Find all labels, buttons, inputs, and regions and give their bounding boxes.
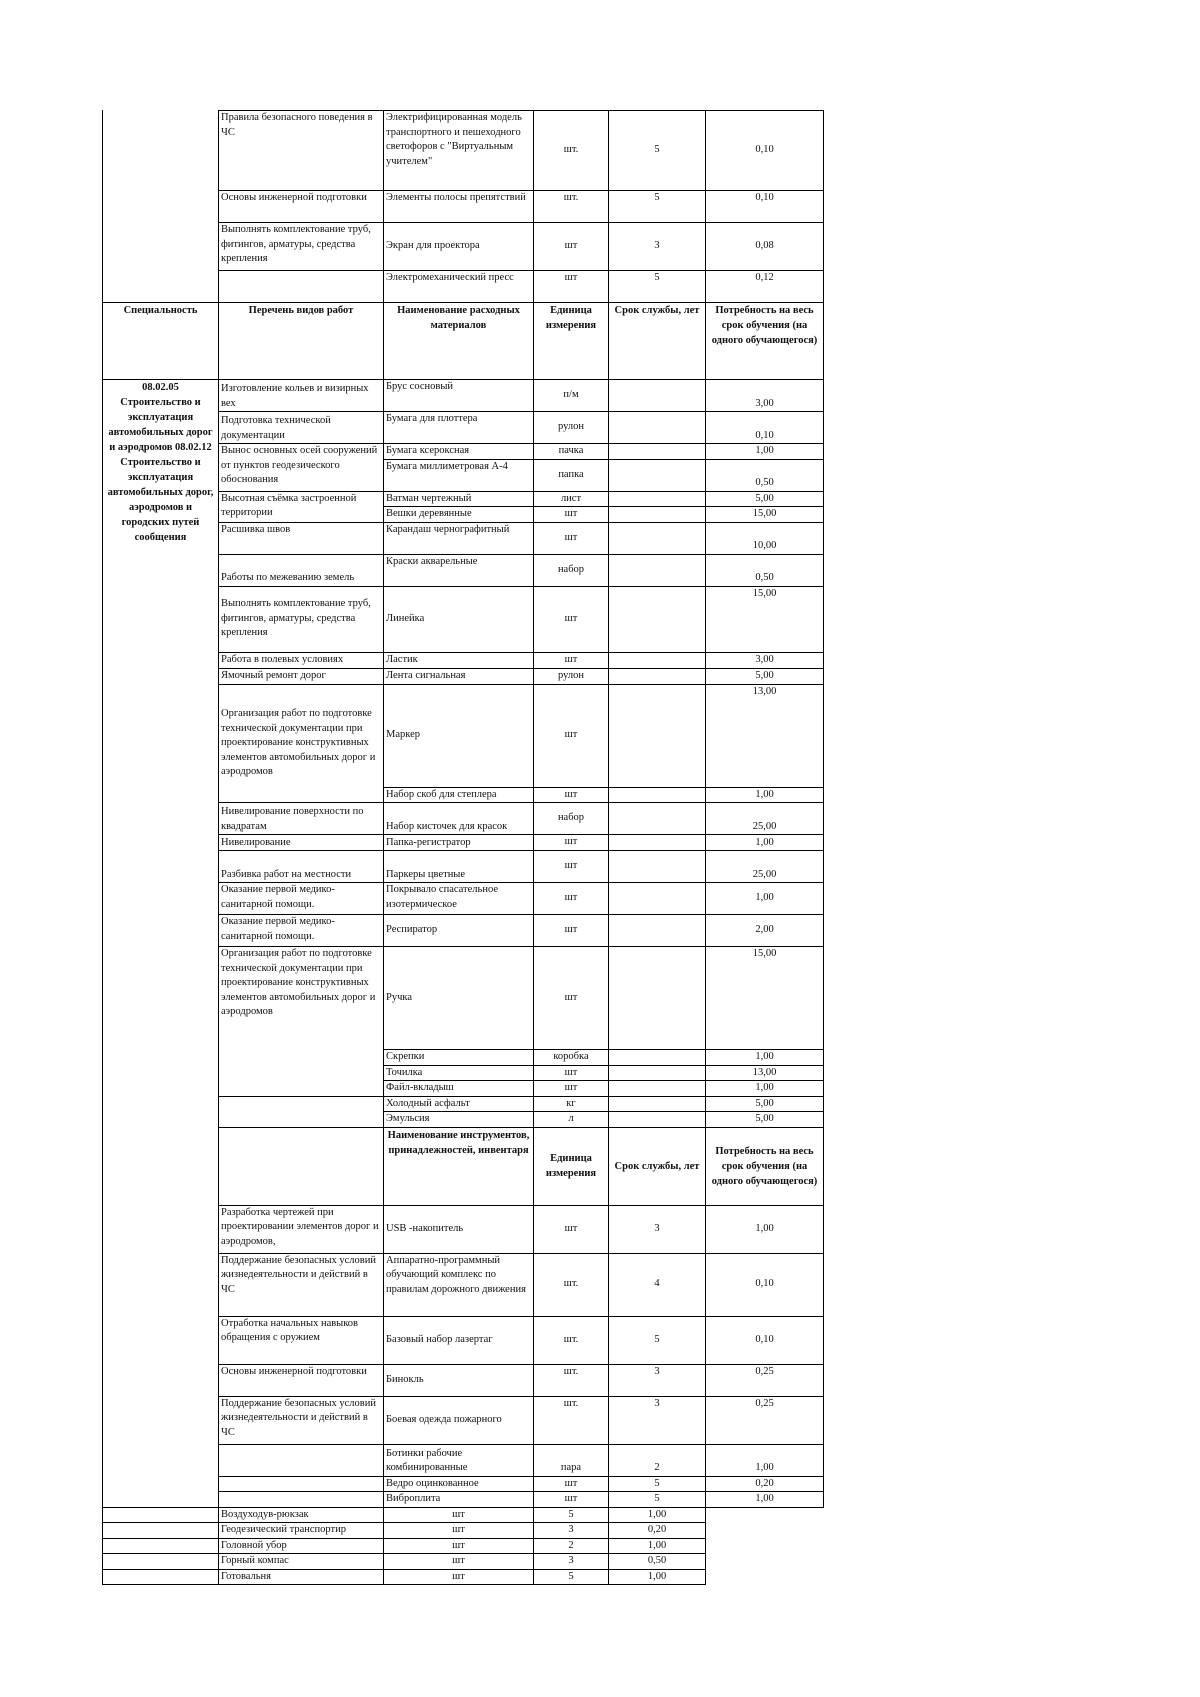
unit-cell: п/м	[534, 380, 609, 412]
item-name-cell: Брус сосновый	[384, 380, 534, 412]
item-name-cell: Вешки деревянные	[384, 507, 534, 523]
need-cell: 1,00	[706, 444, 824, 460]
life-cell: 3	[534, 1523, 609, 1539]
unit-cell: шт	[534, 1492, 609, 1508]
life-cell	[609, 554, 706, 586]
item-name-cell: Папка-регистратор	[384, 835, 534, 851]
item-name-cell: Ведро оцинкованное	[384, 1476, 534, 1492]
item-name-cell: Паркеры цветные	[384, 851, 534, 883]
unit-cell: шт	[534, 507, 609, 523]
item-name-cell: Лента сигнальная	[384, 668, 534, 684]
work-cell: Разбивка работ на местности	[219, 851, 384, 883]
unit-cell: кг	[534, 1096, 609, 1112]
life-cell	[609, 947, 706, 1050]
unit-cell: лист	[534, 491, 609, 507]
need-cell: 1,00	[706, 787, 824, 803]
header-unit: Единица измерения	[534, 303, 609, 380]
item-name-cell: Набор скоб для степлера	[384, 787, 534, 803]
table-row	[103, 271, 824, 303]
unit-cell: шт.	[534, 191, 609, 223]
need-cell: 0,50	[706, 459, 824, 491]
unit-cell: шт.	[534, 1253, 609, 1316]
work-cell	[219, 1492, 384, 1508]
life-cell: 5	[609, 1316, 706, 1364]
unit-cell: шт	[534, 835, 609, 851]
item-name-cell: Воздуходув-рюкзак	[219, 1507, 384, 1523]
unit-cell: шт	[384, 1569, 534, 1585]
item-name-cell: Аппаратно-программный обучающий комплекс по правилам дорожного движения	[384, 1253, 534, 1316]
work-cell: Выполнять комплектование труб, фитингов, арматуры, средства крепления	[219, 223, 384, 271]
item-name-cell: Базовый набор лазертаг	[384, 1316, 534, 1364]
life-cell: 5	[534, 1507, 609, 1523]
work-cell	[103, 1554, 219, 1570]
unit-cell: шт	[534, 851, 609, 883]
life-cell	[609, 491, 706, 507]
life-cell	[609, 1081, 706, 1097]
header-life: Срок службы, лет	[609, 303, 706, 380]
unit-cell: шт	[534, 1065, 609, 1081]
unit-cell: пачка	[534, 444, 609, 460]
life-cell: 3	[609, 1205, 706, 1253]
work-cell	[219, 1476, 384, 1492]
table-header-row	[103, 303, 824, 380]
life-cell	[609, 412, 706, 444]
life-cell	[609, 507, 706, 523]
life-cell	[609, 851, 706, 883]
work-cell: Поддержание безопасных условий жизнедеятельности и действий в ЧС	[219, 1253, 384, 1316]
item-name-cell: Горный компас	[219, 1554, 384, 1570]
work-cell: Работа в полевых условиях	[219, 652, 384, 668]
item-name-cell: Ластик	[384, 652, 534, 668]
life-cell	[609, 883, 706, 915]
life-cell	[609, 1065, 706, 1081]
need-cell: 1,00	[609, 1569, 706, 1585]
life-cell	[609, 803, 706, 835]
life-cell: 3	[609, 1364, 706, 1396]
work-cell: Изготовление кольев и визирных вех	[219, 380, 384, 412]
unit-cell: шт	[534, 1081, 609, 1097]
work-cell	[103, 1538, 219, 1554]
item-name-cell: Элементы полосы препятствий	[384, 191, 534, 223]
work-cell: Оказание первой медико-санитарной помощи.	[219, 915, 384, 947]
item-name-cell: Экран для проектора	[384, 223, 534, 271]
work-cell	[103, 1569, 219, 1585]
unit-cell: шт	[534, 1476, 609, 1492]
life-cell: 4	[609, 1253, 706, 1316]
need-cell: 0,10	[706, 111, 824, 191]
need-cell: 0,20	[706, 1476, 824, 1492]
header-material-name: Наименование расходных материалов	[384, 303, 534, 380]
item-name-cell: Набор кисточек для красок	[384, 803, 534, 835]
life-cell: 3	[609, 223, 706, 271]
need-cell: 1,00	[706, 883, 824, 915]
header-works: Перечень видов работ	[219, 303, 384, 380]
need-cell: 3,00	[706, 380, 824, 412]
life-cell: 5	[609, 191, 706, 223]
work-cell: Оказание первой медико-санитарной помощи.	[219, 883, 384, 915]
need-cell: 25,00	[706, 851, 824, 883]
work-cell: Подготовка технической документации	[219, 412, 384, 444]
unit-cell: шт	[534, 915, 609, 947]
life-cell	[609, 787, 706, 803]
life-cell	[609, 684, 706, 787]
work-cell	[219, 1444, 384, 1476]
need-cell: 5,00	[706, 668, 824, 684]
header-specialty: Специальность	[103, 303, 219, 380]
work-cell	[103, 1523, 219, 1539]
table-row	[103, 1538, 824, 1554]
work-cell: Расшивка швов	[219, 522, 384, 554]
table-row	[103, 191, 824, 223]
need-cell: 0,10	[706, 191, 824, 223]
need-cell: 1,00	[706, 1444, 824, 1476]
life-cell	[609, 1050, 706, 1066]
life-cell	[609, 915, 706, 947]
header-tool-name: Наименование инструментов, принадлежностей, инвентаря	[384, 1127, 534, 1205]
need-cell: 0,10	[706, 1316, 824, 1364]
need-cell: 15,00	[706, 947, 824, 1050]
work-cell: Основы инженерной подготовки	[219, 191, 384, 223]
unit-cell: шт	[384, 1523, 534, 1539]
need-cell: 15,00	[706, 507, 824, 523]
table-row	[103, 1554, 824, 1570]
unit-cell: пара	[534, 1444, 609, 1476]
item-name-cell: Электрифицированная модель транспортного и пешеходного светофоров с "Виртуальным учителем"	[384, 111, 534, 191]
work-cell: Вынос основных осей сооружений от пунктов геодезического обоснования	[219, 444, 384, 492]
need-cell: 13,00	[706, 1065, 824, 1081]
unit-cell: набор	[534, 554, 609, 586]
item-name-cell: Ручка	[384, 947, 534, 1050]
header-need: Потребность на весь срок обучения (на одного обучающегося)	[706, 303, 824, 380]
need-cell: 1,00	[706, 1081, 824, 1097]
blank-cell	[103, 111, 219, 191]
life-cell: 5	[609, 111, 706, 191]
life-cell	[609, 444, 706, 460]
life-cell: 5	[534, 1569, 609, 1585]
work-cell	[103, 1507, 219, 1523]
unit-cell: шт	[534, 947, 609, 1050]
unit-cell: шт	[534, 787, 609, 803]
table-row	[103, 380, 824, 412]
unit-cell: шт	[534, 271, 609, 303]
item-name-cell: Ботинки рабочие комбинированные	[384, 1444, 534, 1476]
need-cell: 5,00	[706, 1112, 824, 1128]
unit-cell: рулон	[534, 668, 609, 684]
work-cell: Организация работ по подготовке технической документации при проектирование конструктивных элементов автомобильных дорог и аэродромов	[219, 684, 384, 803]
need-cell: 0,12	[706, 271, 824, 303]
item-name-cell: Бумага для плоттера	[384, 412, 534, 444]
need-cell: 5,00	[706, 1096, 824, 1112]
work-cell	[219, 1096, 384, 1127]
unit-cell: шт	[534, 522, 609, 554]
need-cell: 0,50	[609, 1554, 706, 1570]
life-cell	[609, 835, 706, 851]
need-cell: 10,00	[706, 522, 824, 554]
header-life: Срок службы, лет	[609, 1127, 706, 1205]
item-name-cell: Точилка	[384, 1065, 534, 1081]
work-cell: Работы по межеванию земель	[219, 554, 384, 586]
life-cell	[609, 380, 706, 412]
need-cell: 2,00	[706, 915, 824, 947]
life-cell: 3	[609, 1396, 706, 1444]
life-cell	[609, 459, 706, 491]
item-name-cell: Скрепки	[384, 1050, 534, 1066]
item-name-cell: Респиратор	[384, 915, 534, 947]
life-cell	[609, 522, 706, 554]
life-cell: 5	[609, 1476, 706, 1492]
item-name-cell: Карандаш чернографитный	[384, 522, 534, 554]
item-name-cell: Виброплита	[384, 1492, 534, 1508]
item-name-cell: Бинокль	[384, 1364, 534, 1396]
table-row	[103, 1569, 824, 1585]
work-cell: Основы инженерной подготовки	[219, 1364, 384, 1396]
need-cell: 1,00	[609, 1507, 706, 1523]
item-name-cell: Боевая одежда пожарного	[384, 1396, 534, 1444]
unit-cell: шт	[534, 586, 609, 652]
need-cell: 1,00	[706, 1050, 824, 1066]
unit-cell: шт.	[534, 1316, 609, 1364]
need-cell: 1,00	[706, 1492, 824, 1508]
unit-cell: папка	[534, 459, 609, 491]
life-cell: 5	[609, 1492, 706, 1508]
need-cell: 25,00	[706, 803, 824, 835]
unit-cell: набор	[534, 803, 609, 835]
life-cell: 5	[609, 271, 706, 303]
unit-cell: шт.	[534, 1396, 609, 1444]
unit-cell: шт	[534, 684, 609, 787]
need-cell: 0,10	[706, 1253, 824, 1316]
item-name-cell: Покрывало спасательное изотермическое	[384, 883, 534, 915]
norms-table	[102, 110, 824, 1585]
table-row	[103, 111, 824, 191]
item-name-cell: Линейка	[384, 586, 534, 652]
life-cell	[609, 586, 706, 652]
header-unit: Единица измерения	[534, 1127, 609, 1205]
life-cell	[609, 668, 706, 684]
item-name-cell: Эмульсия	[384, 1112, 534, 1128]
work-cell: Правила безопасного поведения в ЧС	[219, 111, 384, 191]
work-cell: Нивелирование поверхности по квадратам	[219, 803, 384, 835]
need-cell: 13,00	[706, 684, 824, 787]
unit-cell: л	[534, 1112, 609, 1128]
item-name-cell: Готовальня	[219, 1569, 384, 1585]
life-cell: 2	[534, 1538, 609, 1554]
table-row	[103, 1523, 824, 1539]
unit-cell: шт	[534, 223, 609, 271]
item-name-cell: Головной убор	[219, 1538, 384, 1554]
need-cell: 0,25	[706, 1396, 824, 1444]
specialty-cell: 08.02.05 Строительство и эксплуатация автомобильных дорог и аэродромов 08.02.12 Строительство и эксплуатация автомобильных дорог, аэродромов и городских путей сообщения	[103, 380, 219, 1508]
item-name-cell: Файл-вкладыш	[384, 1081, 534, 1097]
unit-cell: рулон	[534, 412, 609, 444]
need-cell: 3,00	[706, 652, 824, 668]
unit-cell: шт	[534, 1205, 609, 1253]
need-cell: 1,00	[609, 1538, 706, 1554]
life-cell: 2	[609, 1444, 706, 1476]
item-name-cell: Ватман чертежный	[384, 491, 534, 507]
need-cell: 0,50	[706, 554, 824, 586]
work-cell: Организация работ по подготовке технической документации при проектирование конструктивных элементов автомобильных дорог и аэродромов	[219, 947, 384, 1097]
need-cell: 1,00	[706, 835, 824, 851]
work-cell: Выполнять комплектование труб, фитингов, арматуры, средства крепления	[219, 586, 384, 652]
work-cell	[219, 271, 384, 303]
life-cell: 3	[534, 1554, 609, 1570]
work-cell: Ямочный ремонт дорог	[219, 668, 384, 684]
unit-cell: шт	[534, 652, 609, 668]
item-name-cell: USB -накопитель	[384, 1205, 534, 1253]
need-cell: 0,20	[609, 1523, 706, 1539]
work-cell: Высотная съёмка застроенной территории	[219, 491, 384, 522]
work-cell: Нивелирование	[219, 835, 384, 851]
life-cell	[609, 652, 706, 668]
need-cell: 0,25	[706, 1364, 824, 1396]
unit-cell: шт	[384, 1554, 534, 1570]
need-cell: 0,10	[706, 412, 824, 444]
unit-cell: шт	[534, 883, 609, 915]
header-need: Потребность на весь срок обучения (на одного обучающегося)	[706, 1127, 824, 1205]
blank-cell	[219, 1127, 384, 1205]
need-cell: 15,00	[706, 586, 824, 652]
item-name-cell: Бумага миллиметровая А-4	[384, 459, 534, 491]
need-cell: 0,08	[706, 223, 824, 271]
need-cell: 5,00	[706, 491, 824, 507]
life-cell	[609, 1096, 706, 1112]
need-cell: 1,00	[706, 1205, 824, 1253]
work-cell: Разработка чертежей при проектировании элементов дорог и аэродромов,	[219, 1205, 384, 1253]
table-row	[103, 1507, 824, 1523]
table-row	[103, 223, 824, 271]
work-cell: Поддержание безопасных условий жизнедеятельности и действий в ЧС	[219, 1396, 384, 1444]
item-name-cell: Геодезический транспортир	[219, 1523, 384, 1539]
item-name-cell: Бумага ксероксная	[384, 444, 534, 460]
item-name-cell: Маркер	[384, 684, 534, 787]
life-cell	[609, 1112, 706, 1128]
unit-cell: шт	[384, 1538, 534, 1554]
unit-cell: шт.	[534, 1364, 609, 1396]
item-name-cell: Холодный асфальт	[384, 1096, 534, 1112]
work-cell: Отработка начальных навыков обращения с оружием	[219, 1316, 384, 1364]
unit-cell: шт	[384, 1507, 534, 1523]
unit-cell: коробка	[534, 1050, 609, 1066]
item-name-cell: Электромеханический пресс	[384, 271, 534, 303]
unit-cell: шт.	[534, 111, 609, 191]
item-name-cell: Краски акварельные	[384, 554, 534, 586]
